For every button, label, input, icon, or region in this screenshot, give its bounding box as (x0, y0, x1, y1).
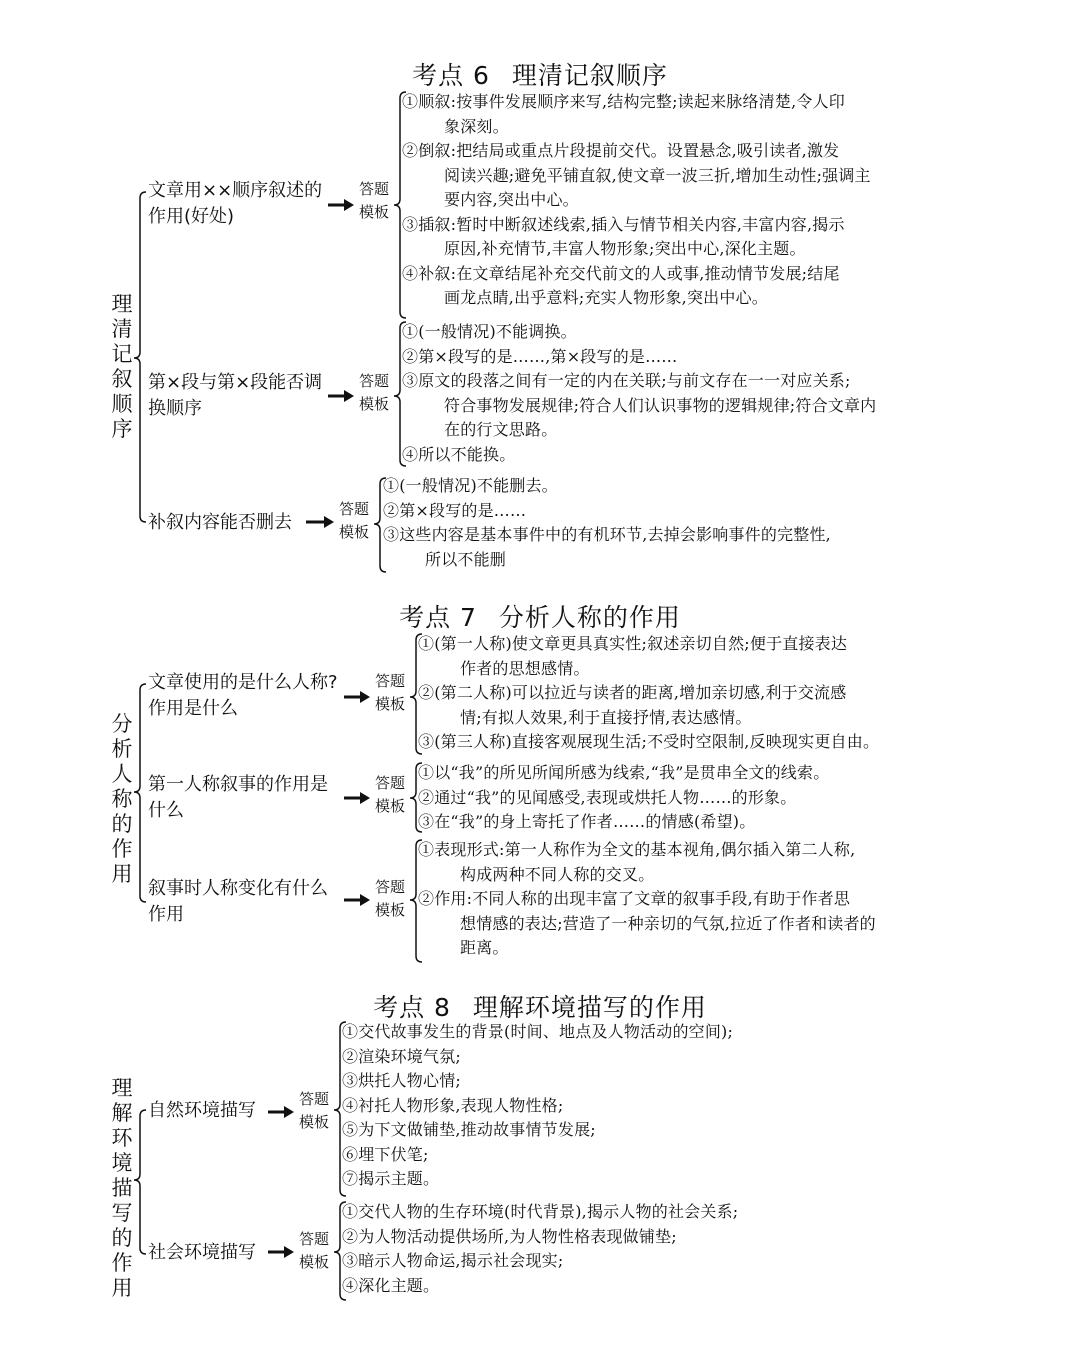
s8-question-1: 自然环境描写 (148, 1100, 256, 1121)
answer-item-continuation: 作者的思想感情。 (460, 658, 590, 678)
answer-item-continuation: 要内容,突出中心。 (444, 190, 579, 209)
answer-item-continuation: 想情感的表达;营造了一种亲切的气氛,拉近了作者和读者的 (460, 913, 876, 933)
answer-item: ②为人物活动提供场所,为人物性格表现做铺垫; (342, 1226, 677, 1246)
answer-item-continuation: 符合事物发展规律;符合人们认识事物的逻辑规律;符合文章内 (444, 395, 877, 415)
answer-item: ①以“我”的所见所闻所感为线索,“我”是贯串全文的线索。 (418, 763, 830, 782)
answer-item: ①顺叙:按事件发展顺序来写,结构完整;读起来脉络清楚,令人印 (402, 92, 845, 111)
section-8-heading: 理解环境描写的作用 (472, 993, 707, 1022)
answer-item: ①(一般情况)不能调换。 (402, 322, 577, 341)
answer-item-continuation: 阅读兴趣;避免平铺直叙,使文章一波三折,增加生动性;强调主 (444, 165, 871, 185)
section-7-heading: 分析人称的作用 (498, 603, 681, 632)
s7-answers-1 (418, 632, 879, 755)
answer-item: ③这些内容是基本事件中的有机环节,去掉会影响事件的完整性, (383, 525, 831, 544)
answer-item-continuation: 象深刻。 (444, 116, 509, 136)
s7-template-2: 答题模板 (374, 774, 405, 815)
s8-template-1: 答题模板 (298, 1090, 329, 1131)
answer-item: ③暗示人物命运,揭示社会现实; (342, 1251, 564, 1270)
answer-item: ②(第二人称)可以拉近与读者的距离,增加亲切感,利于交流感 (418, 683, 847, 702)
s7-question-2: 第一人称叙事的作用是什么 (148, 774, 328, 821)
answer-item: ④衬托人物形象,表现人物性格; (342, 1095, 564, 1115)
section-6-number: 考点 6 (412, 61, 490, 90)
s7-answers-3 (418, 838, 876, 961)
answer-item: ②作用:不同人称的出现丰富了文章的叙事手段,有助于作者思 (418, 889, 851, 908)
s6-template-3: 答题模板 (338, 500, 369, 541)
answer-item: ⑦揭示主题。 (342, 1169, 440, 1188)
s6-answers-2 (402, 320, 876, 467)
section-6-heading: 理清记叙顺序 (511, 61, 668, 90)
section-7-number: 考点 7 (399, 603, 477, 632)
answer-item: ②第×段写的是…… (383, 500, 527, 520)
s7-question-1: 文章使用的是什么人称?作用是什么 (148, 672, 338, 719)
s8-question-2: 社会环境描写 (148, 1242, 256, 1263)
arrow-icon (344, 894, 370, 906)
answer-item: ①表现形式:第一人称作为全文的基本视角,偶尔插入第二人称, (418, 840, 856, 859)
answer-item: ④补叙:在文章结尾补充交代前文的人或事,推动情节发展;结尾 (402, 263, 840, 283)
answer-item: ①交代故事发生的背景(时间、地点及人物活动的空间); (342, 1022, 734, 1041)
s6-template-1: 答题模板 (358, 180, 389, 221)
answer-item-continuation: 构成两种不同人称的交叉。 (460, 864, 655, 884)
section-6-title (0, 56, 1080, 92)
answer-item: ④所以不能换。 (402, 444, 516, 464)
s6-answers-1 (402, 90, 871, 311)
s6-question-1: 文章用××顺序叙述的作用(好处) (148, 180, 323, 227)
s6-question-3: 补叙内容能否删去 (148, 512, 292, 533)
s8-template-2: 答题模板 (298, 1230, 329, 1271)
answer-item-continuation: 画龙点睛,出乎意料;充实人物形象,突出中心。 (444, 288, 768, 307)
answer-item: ③在“我”的身上寄托了作者……的情感(希望)。 (418, 812, 756, 831)
answer-item: ③原文的段落之间有一定的内在关联;与前文存在一一对应关系; (402, 371, 851, 390)
s7-question-3: 叙事时人称变化有什么作用 (148, 878, 328, 925)
answer-item: ①(一般情况)不能删去。 (383, 476, 558, 495)
s7-template-3: 答题模板 (374, 878, 405, 919)
arrow-icon (328, 390, 354, 402)
answer-item-continuation: 在的行文思路。 (444, 420, 558, 439)
s6-answers-3 (383, 474, 831, 572)
answer-item: ③烘托人物心情; (342, 1071, 461, 1090)
answer-item: ③(第三人称)直接客观展现生活;不受时空限制,反映现实更自由。 (418, 732, 880, 751)
s6-template-2: 答题模板 (358, 372, 389, 413)
answer-item: ②第×段写的是……,第×段写的是…… (402, 346, 678, 366)
section-8-vertical-label: 理解环境描写的作用 (111, 1076, 133, 1300)
arrow-icon (344, 792, 370, 804)
answer-item-continuation: 距离。 (460, 938, 509, 957)
section-8-number: 考点 8 (373, 993, 451, 1022)
answer-item-continuation: 所以不能删 (425, 549, 507, 569)
section-7-vertical-label: 分析人称的作用 (111, 712, 133, 886)
answer-item: ②通过“我”的见闻感受,表现或烘托人物……的形象。 (418, 787, 797, 807)
answer-item: ①(第一人称)使文章更具真实性;叙述亲切自然;便于直接表达 (418, 634, 848, 653)
s6-question-2: 第×段与第×段能否调换顺序 (148, 372, 323, 419)
section-6-vertical-label: 理清记叙顺序 (111, 292, 133, 441)
answer-item: ①交代人物的生存环境(时代背景),揭示人物的社会关系; (342, 1202, 739, 1221)
arrow-icon (344, 691, 370, 703)
section-7-title (0, 598, 1080, 634)
answer-item-continuation: 原因,补充情节,丰富人物形象;突出中心,深化主题。 (444, 239, 806, 258)
s7-template-1: 答题模板 (374, 672, 405, 713)
answer-item-continuation: 情;有拟人效果,利于直接抒情,表达感情。 (460, 707, 752, 727)
arrow-icon (328, 199, 354, 211)
answer-item: ②渲染环境气氛; (342, 1046, 461, 1066)
answer-item: ②倒叙:把结局或重点片段提前交代。设置悬念,吸引读者,激发 (402, 141, 840, 160)
s8-answers-2 (342, 1200, 738, 1298)
answer-item: ④深化主题。 (342, 1275, 440, 1295)
answer-item: ⑤为下文做铺垫,推动故事情节发展; (342, 1120, 596, 1139)
answer-item: ⑥埋下伏笔; (342, 1144, 429, 1164)
answer-item: ③插叙:暂时中断叙述线索,插入与情节相关内容,丰富内容,揭示 (402, 214, 845, 234)
s8-answers-1 (342, 1020, 733, 1192)
s7-answers-2 (418, 761, 829, 835)
section-8-title (0, 988, 1080, 1024)
